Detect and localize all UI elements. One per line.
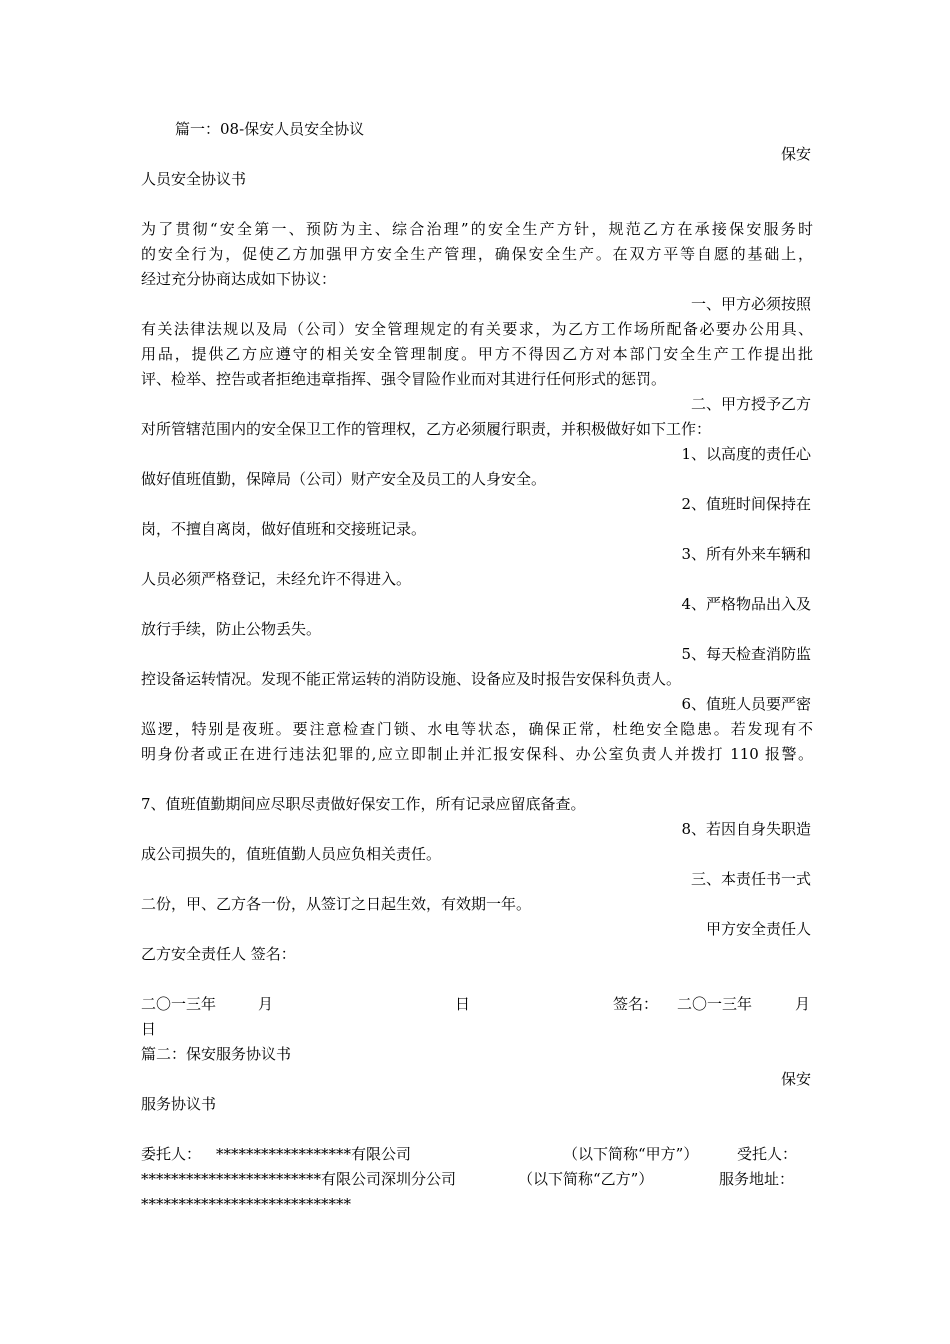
service-address-label: 服务地址： (719, 1170, 795, 1188)
item-6-line: 明身份者或正在进行违法犯罪的,应立即制止并汇报安保科、办公室负责人并拨打 110 报警。 (141, 745, 813, 763)
item-6-head: 6、值班人员要严密 (681, 695, 811, 713)
service-address-value: **************************** (141, 1195, 351, 1213)
clause-1-line: 评、检举、控告或者拒绝违章指挥、强令冒险作业而对其进行任何形式的惩罚。 (141, 370, 667, 388)
item-5-head: 5、每天检查消防监 (681, 645, 811, 663)
clause-3-line: 二份，甲、乙方各一份，从签订之日起生效，有效期一年。 (141, 895, 532, 913)
item-5-line: 控设备运转情况。发现不能正常运转的消防设施、设备应及时报告安保科负责人。 (141, 670, 682, 688)
intro-line: 经过充分协商达成如下协议： (141, 270, 337, 288)
date-month: 月 (258, 995, 274, 1013)
item-3-head: 3、所有外来车辆和 (681, 545, 811, 563)
intro-line: 的安全行为，促使乙方加强甲方安全生产管理，确保安全生产。在双方平等自愿的基础上， (141, 245, 813, 263)
item-4-line: 放行手续，防止公物丢失。 (141, 620, 322, 638)
item-1-head: 1、以高度的责任心 (681, 445, 811, 463)
contractor-label: 受托人： (737, 1145, 798, 1163)
item-7-line: 7、值班值勤期间应尽职尽责做好保安工作，所有记录应留底备查。 (141, 795, 586, 813)
clause-2-line: 对所管辖范围内的安全保卫工作的管理权，乙方必须履行职责，并积极做好如下工作： (141, 420, 712, 438)
part1-heading: 篇一：08-保安人员安全协议 (175, 120, 365, 138)
item-2-line: 岗，不擅自离岗，做好值班和交接班记录。 (141, 520, 427, 538)
part1-title-b: 人员安全协议书 (141, 170, 247, 188)
contractor-abbreviation: （以下简称“乙方”） (518, 1170, 654, 1188)
date-day-2: 日 (141, 1020, 157, 1038)
clause-1-line: 有关法律法规以及局（公司）安全管理规定的有关要求，为乙方工作场所配备必要办公用具、 (141, 320, 813, 338)
item-1-line: 做好值班值勤，保障局（公司）财产安全及员工的人身安全。 (141, 470, 547, 488)
date-year-2: 二〇一三年 (677, 995, 753, 1013)
clause-1-head: 一、甲方必须按照 (690, 295, 811, 313)
client-name: ******************有限公司 (216, 1145, 412, 1163)
clause-3-head: 三、本责任书一式 (690, 870, 811, 888)
date-day: 日 (455, 995, 471, 1013)
item-4-head: 4、严格物品出入及 (681, 595, 811, 613)
date-month-2: 月 (795, 995, 811, 1013)
part2-heading: 篇二：保安服务协议书 (141, 1045, 292, 1063)
date-year: 二〇一三年 (141, 995, 217, 1013)
item-3-line: 人员必须严格登记，未经允许不得进入。 (141, 570, 412, 588)
party-b-signature-label: 乙方安全责任人 签名： (141, 945, 296, 963)
item-6-line: 巡逻，特别是夜班。要注意检查门锁、水电等状态，确保正常，杜绝安全隐患。若发现有不 (141, 720, 813, 738)
contractor-name: ************************有限公司深圳分公司 (141, 1170, 457, 1188)
clause-2-head: 二、甲方授予乙方 (690, 395, 811, 413)
client-label: 委托人： (141, 1145, 202, 1163)
item-8-head: 8、若因自身失职造 (681, 820, 811, 838)
sign-label: 签名： (613, 995, 659, 1013)
part2-title-b: 服务协议书 (141, 1095, 217, 1113)
intro-line: 为了贯彻“安全第一、预防为主、综合治理”的安全生产方针，规范乙方在承接保安服务时 (141, 220, 813, 238)
item-8-line: 成公司损失的，值班值勤人员应负相关责任。 (141, 845, 442, 863)
item-2-head: 2、值班时间保持在 (681, 495, 811, 513)
clause-1-line: 用品，提供乙方应遵守的相关安全管理制度。甲方不得因乙方对本部门安全生产工作提出批 (141, 345, 813, 363)
party-a-signature-label: 甲方安全责任人 (705, 920, 811, 938)
part1-title-a: 保安 (780, 145, 811, 163)
part2-title-a: 保安 (780, 1070, 811, 1088)
client-abbreviation: （以下简称“甲方”） (563, 1145, 699, 1163)
